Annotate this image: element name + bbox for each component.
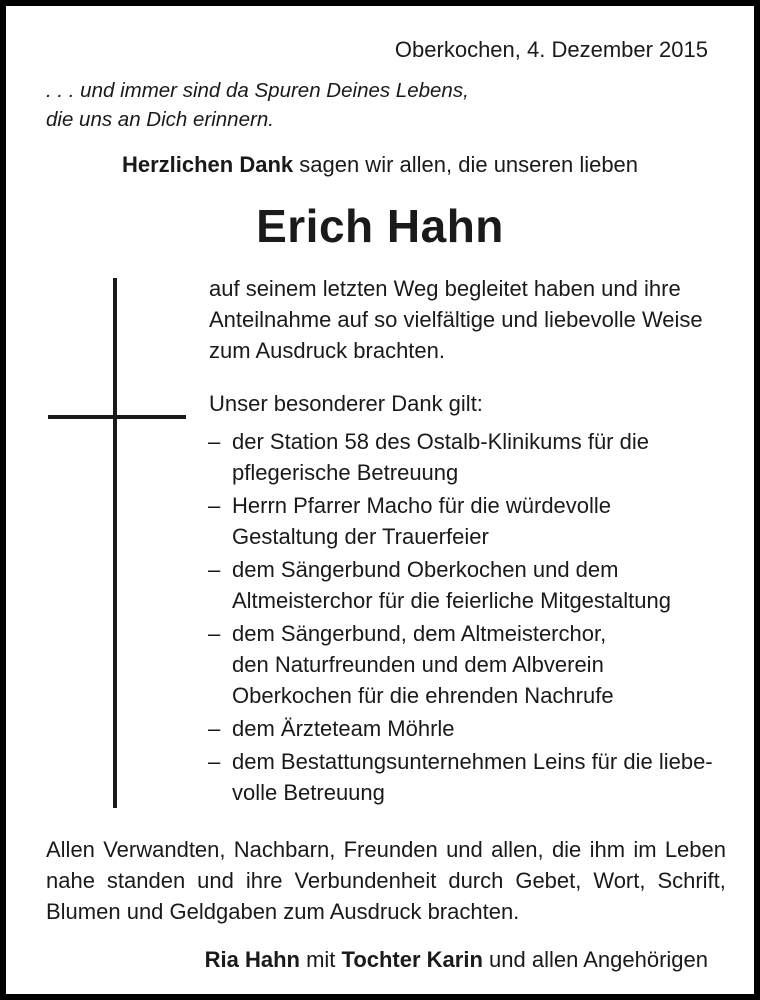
closing-word: Allen xyxy=(46,837,95,862)
closing-word: Schrift, xyxy=(657,868,726,893)
closing-word: und xyxy=(197,868,234,893)
dash-bullet: – xyxy=(208,716,221,741)
closing-word: Leben xyxy=(664,837,726,862)
signature-connector: mit xyxy=(299,947,342,972)
closing-line-3: Blumen und Geldgaben zum Ausdruck brachten. xyxy=(46,899,520,924)
list-item xyxy=(204,554,724,616)
cross-icon xyxy=(113,278,117,808)
list-item-line: Oberkochen für die ehrenden Nachrufe xyxy=(232,683,614,708)
closing-word: Gebet, xyxy=(515,868,582,893)
list-item-line: dem Bestattungsunternehmen Leins für die liebe- xyxy=(232,749,713,774)
closing-word: Verwandten, xyxy=(103,837,226,862)
signature xyxy=(205,944,708,975)
body-line: Anteilnahme auf so vielfältige und liebevolle Weise xyxy=(209,307,703,332)
list-item-line: Altmeisterchor für die feierliche Mitgestaltung xyxy=(232,588,671,613)
closing-word: Verbundenheit xyxy=(294,868,437,893)
closing-word: allen, xyxy=(491,837,544,862)
list-item-line: den Naturfreunden und dem Albverein xyxy=(232,652,604,677)
place-date: Oberkochen, 4. Dezember 2015 xyxy=(394,37,708,62)
list-item-line: dem Sängerbund, dem Altmeisterchor, xyxy=(232,621,607,646)
closing-word: standen xyxy=(106,868,186,893)
cross-icon-bar xyxy=(48,415,186,419)
intro-bold: Herzlichen Dank xyxy=(121,152,294,177)
dash-bullet: – xyxy=(208,621,221,646)
list-item-line: volle Betreuung xyxy=(232,780,385,805)
list-item xyxy=(204,618,724,711)
dash-bullet: – xyxy=(208,493,221,518)
closing-word: die xyxy=(551,837,582,862)
closing-word: durch xyxy=(448,868,504,893)
closing-word: nahe xyxy=(46,868,95,893)
closing-word: Wort, xyxy=(593,868,646,893)
thanks-list xyxy=(204,426,724,810)
signature-name: Ria Hahn xyxy=(204,947,300,972)
quote-line: die uns an Dich erinnern. xyxy=(46,108,274,131)
quote-line: . . . und immer sind da Spuren Deines Lebens, xyxy=(46,79,469,102)
body-line: auf seinem letzten Weg begleitet haben und ihre xyxy=(209,276,681,301)
list-item-line: dem Sängerbund Oberkochen und dem xyxy=(232,557,619,582)
list-item-line: Gestaltung der Trauerfeier xyxy=(232,524,489,549)
closing-word: Nachbarn, xyxy=(233,837,336,862)
list-item-line: der Station 58 des Ostalb-Klinikums für die xyxy=(232,429,649,454)
intro-rest: sagen wir allen, die unseren lieben xyxy=(293,152,639,177)
closing-word: Freunden xyxy=(343,837,438,862)
list-item-line: Herrn Pfarrer Macho für die würdevolle xyxy=(232,493,612,518)
list-item xyxy=(204,713,724,744)
body-line: zum Ausdruck brachten. xyxy=(209,338,446,363)
body-paragraph xyxy=(209,273,729,366)
list-item xyxy=(204,426,724,488)
intro-text xyxy=(6,149,754,180)
closing-paragraph xyxy=(46,834,726,927)
closing-word: ihre xyxy=(245,868,283,893)
thanks-heading: Unser besonderer Dank gilt: xyxy=(209,391,483,416)
dash-bullet: – xyxy=(208,429,221,454)
dash-bullet: – xyxy=(208,557,221,582)
signature-rest: und allen Angehörigen xyxy=(482,947,708,972)
closing-word: ihm xyxy=(589,837,626,862)
closing-word: im xyxy=(633,837,657,862)
list-item-line: pflegerische Betreuung xyxy=(232,460,459,485)
closing-line-2 xyxy=(46,865,726,896)
list-item xyxy=(204,746,724,808)
list-item-line: dem Ärzteteam Möhrle xyxy=(232,716,455,741)
closing-line-1 xyxy=(46,834,726,865)
closing-word: und xyxy=(446,837,483,862)
memorial-quote xyxy=(46,76,469,134)
dash-bullet: – xyxy=(208,749,221,774)
deceased-name: Erich Hahn xyxy=(256,200,504,252)
list-item xyxy=(204,490,724,552)
signature-name: Tochter Karin xyxy=(341,947,483,972)
